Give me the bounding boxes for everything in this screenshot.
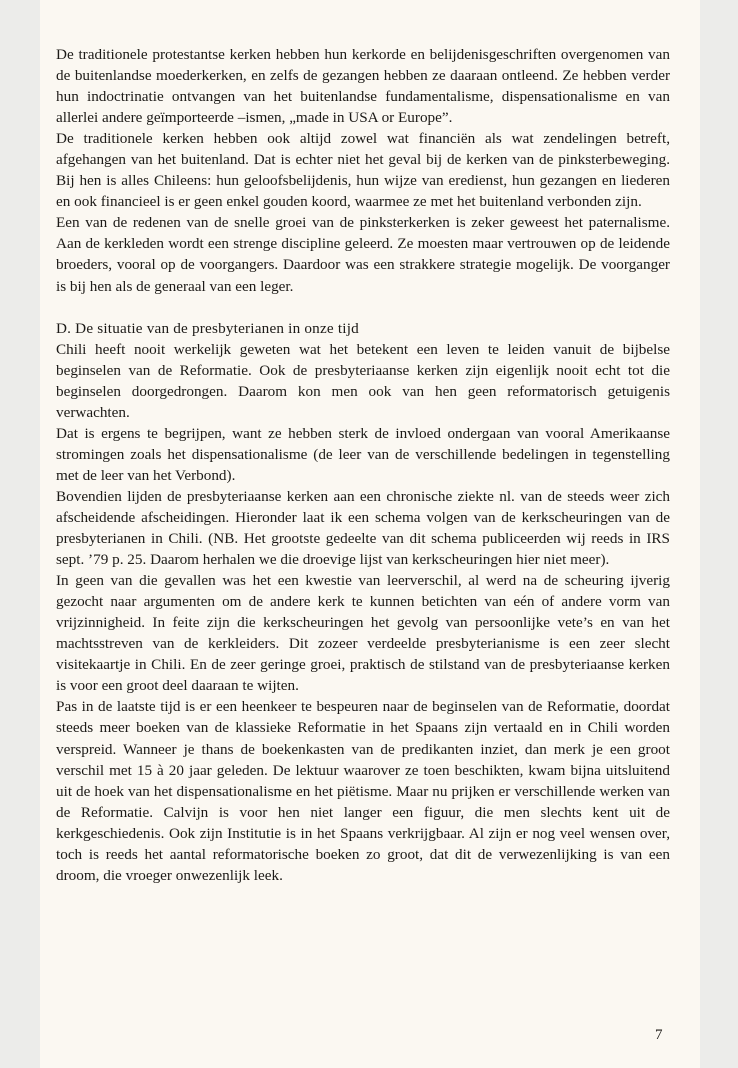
paragraph: Pas in de laatste tijd is er een heenkeer te bespeuren naar de beginselen van de Reformatie, doordat steeds meer boeken van de klassieke Reformatie in het Spaans zijn vertaald en in Chili worden verspreid. Wanneer je thans de boekenkasten van de predikanten inziet, dan merk je een groot verschil met 15 à 20 jaar geleden. De lektuur waarover ze toen beschikten, kwam bijna uitsluitend uit de hoek van het dispensationalisme en het piëtisme. Maar nu prijken er verschillende werken van de Reformatie. Calvijn is voor hen niet langer een figuur, die men slechts kent uit de kerkgeschiedenis. Ook zijn Institutie is in het Spaans verkrijgbaar. Al zijn er nog veel wensen over, toch is reeds het aantal reformatorische boeken zo groot, dat dit de verwezenlijking is van een droom, die vroeger onwezenlijk leek. bbox=[56, 698, 670, 884]
paragraph: De traditionele protestantse kerken hebben hun kerkorde en belijdenisgeschriften overgenomen van de buitenlandse moederkerken, en zelfs de gezangen hebben ze daaraan ontleend. Ze hebben verder hun indoctrinatie ontvangen van het buitenlandse fundamentalisme, dispensationalisme en van allerlei andere geïmporteerde –ismen, „made in USA or Europe”. bbox=[56, 46, 670, 127]
body-text bbox=[56, 44, 670, 886]
paragraph: Dat is ergens te begrijpen, want ze hebben sterk de invloed ondergaan van vooral Amerikaanse stromingen zoals het dispensationalisme (de leer van de verschillende bedelingen in tegenstelling met de leer van het Verbond). bbox=[56, 424, 670, 484]
scan-margin-right bbox=[700, 0, 738, 1068]
paragraph: Chili heeft nooit werkelijk geweten wat het betekent een leven te leiden vanuit de bijbelse beginselen van de Reformatie. Ook de presbyteriaanse kerken zijn eigenlijk nooit echt tot die beginselen doorgedrongen. Daarom kon men ook van hen geen reformatorisch getuigenis verwachten. bbox=[56, 340, 670, 421]
paragraph: Een van de redenen van de snelle groei van de pinksterkerken is zeker geweest het paternalisme. Aan de kerkleden wordt een strenge discipline geleerd. Ze moesten maar vertrouwen op de leidende broeders, vooral op de voorgangers. Daardoor was een strakkere strategie mogelijk. De voorganger is bij hen als de generaal van een leger. bbox=[56, 214, 670, 295]
paragraph: In geen van die gevallen was het een kwestie van leerverschil, al werd na de scheuring ijverig gezocht naar argumenten om de andere kerk te kunnen betichten van eén of andere vorm van vrijzinnigheid. In feite zijn die kerkscheuringen het gevolg van persoonlijke vete’s en van het machtsstreven van de kerkleiders. Dit zozeer verdeelde presbyterianisme is een zeer slecht visitekaartje in Chili. En de zeer geringe groei, praktisch de stilstand van de presbyteriaanse kerken is voor een groot deel daaraan te wijten. bbox=[56, 572, 670, 695]
paragraph: Bovendien lijden de presbyteriaanse kerken aan een chronische ziekte nl. van de steeds weer zich afscheidende afscheidingen. Hieronder laat ik een schema volgen van de kerkscheuringen van de presbyterianen in Chili. (NB. Het grootste gedeelte van dit schema publiceerden wij reeds in IRS sept. ’79 p. 25. Daarom herhalen we die droevige lijst van kerkscheuringen hier niet meer). bbox=[56, 487, 670, 569]
page-number: 7 bbox=[655, 1027, 663, 1043]
scan-margin-left bbox=[0, 0, 40, 1068]
paragraph: De traditionele kerken hebben ook altijd zowel wat financiën als wat zendelingen betreft, afgehangen van het buitenland. Dat is echter niet het geval bij de kerken van de pinksterbeweging. Bij hen is alles Chileens: hun geloofsbelijdenis, hun wijze van eredienst, hun gezangen en liederen en ook financieel is er geen enkel gouden koord, waarmee ze met het buitenland verbonden zijn. bbox=[56, 130, 670, 211]
section-heading: D. De situatie van de presbyterianen in onze tijd bbox=[56, 319, 359, 337]
